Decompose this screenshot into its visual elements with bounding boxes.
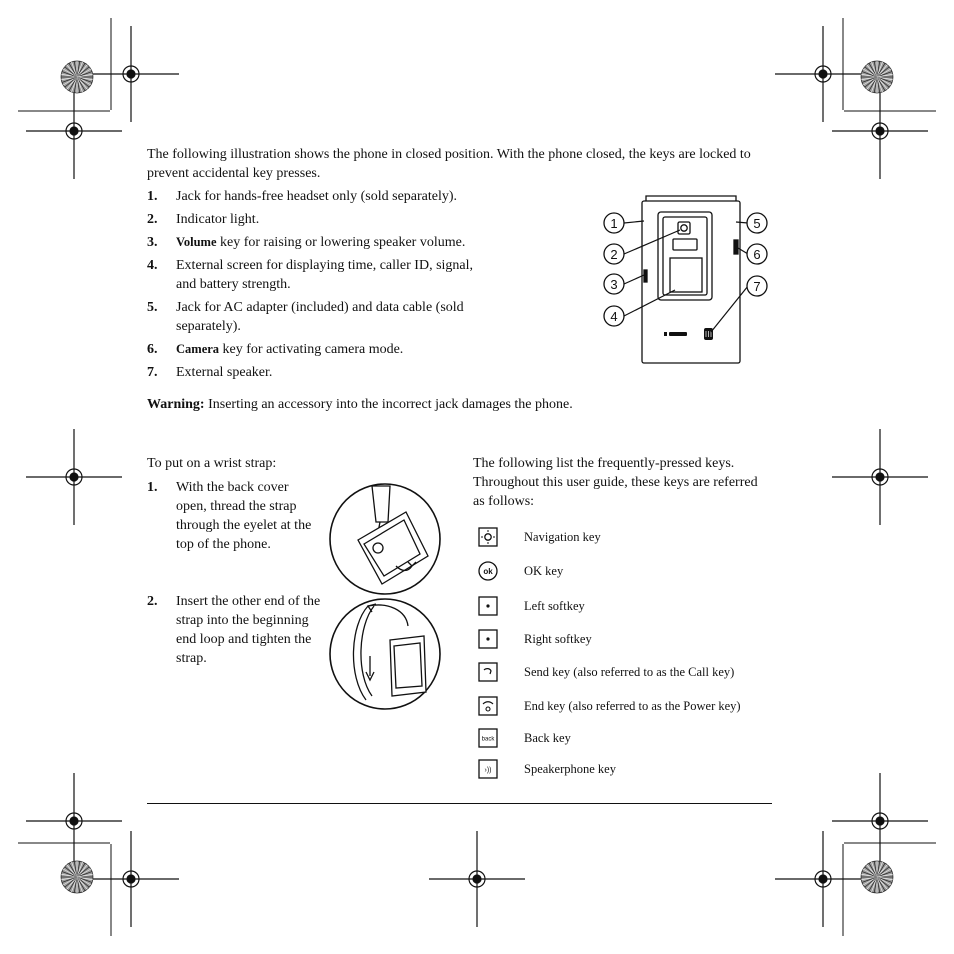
back-key-icon xyxy=(478,728,498,748)
callout-label: 1 xyxy=(610,216,618,231)
list-item: 2. Insert the other end of the strap into the beginning end loop and tighten the strap. xyxy=(147,594,321,666)
svg-text:›)): ›)) xyxy=(484,767,492,774)
svg-text:ok: ok xyxy=(483,567,493,576)
key-label: Navigation key xyxy=(524,530,601,544)
keys-intro: The following list the frequently-pressed keys. Throughout this user guide, these keys are referred as follows: xyxy=(473,456,758,509)
callout-label: 5 xyxy=(753,216,761,231)
callout-label: 2 xyxy=(610,247,618,262)
key-label: End key (also referred to as the Power key) xyxy=(524,699,741,713)
list-item: 1. With the back cover open, thread the strap through the eyelet at the top of the phone. xyxy=(147,480,312,552)
strap-steps xyxy=(147,478,327,668)
svg-text:back: back xyxy=(481,736,495,743)
right-softkey-icon xyxy=(478,629,498,649)
footer-rule xyxy=(147,803,772,804)
key-label: Left softkey xyxy=(524,599,585,613)
ok-key-icon xyxy=(478,561,498,581)
warning-note: Warning: Inserting an accessory into the incorrect jack damages the phone. xyxy=(147,397,573,412)
callout-label: 4 xyxy=(610,309,618,324)
strap-step2-illustration xyxy=(328,596,442,712)
list-item: 1. Jack for hands-free headset only (sold separately). xyxy=(147,189,458,204)
list-item: 4. External screen for displaying time, caller ID, signal, and battery strength. xyxy=(147,258,474,292)
key-label: Right softkey xyxy=(524,632,592,646)
key-label: Speakerphone key xyxy=(524,762,616,776)
list-item: 7. External speaker. xyxy=(147,365,273,380)
navigation-key-icon xyxy=(478,527,498,547)
left-softkey-icon xyxy=(478,596,498,616)
strap-intro: To put on a wrist strap: xyxy=(147,456,277,471)
list-item: 6. Camera key for activating camera mode. xyxy=(147,342,404,357)
intro-paragraph: The following illustration shows the phone in closed position. With the phone closed, the keys are locked to prevent accidental key presses. xyxy=(147,147,751,181)
callout-label: 6 xyxy=(753,247,761,262)
key-label: Send key (also referred to as the Call key) xyxy=(524,665,735,679)
callout-label: 3 xyxy=(610,277,618,292)
send-key-icon xyxy=(478,662,498,682)
phone-closed-illustration xyxy=(600,192,780,368)
feature-list xyxy=(147,187,527,386)
list-item: 2. Indicator light. xyxy=(147,212,260,227)
list-item: 3. Volume key for raising or lowering speaker volume. xyxy=(147,235,466,250)
key-label: OK key xyxy=(524,564,564,578)
end-key-icon xyxy=(478,696,498,716)
callout-label: 7 xyxy=(753,279,761,294)
speakerphone-key-icon xyxy=(478,759,498,779)
list-item: 5. Jack for AC adapter (included) and data cable (sold separately). xyxy=(147,300,464,334)
strap-step1-illustration xyxy=(328,482,442,596)
key-label: Back key xyxy=(524,731,571,745)
